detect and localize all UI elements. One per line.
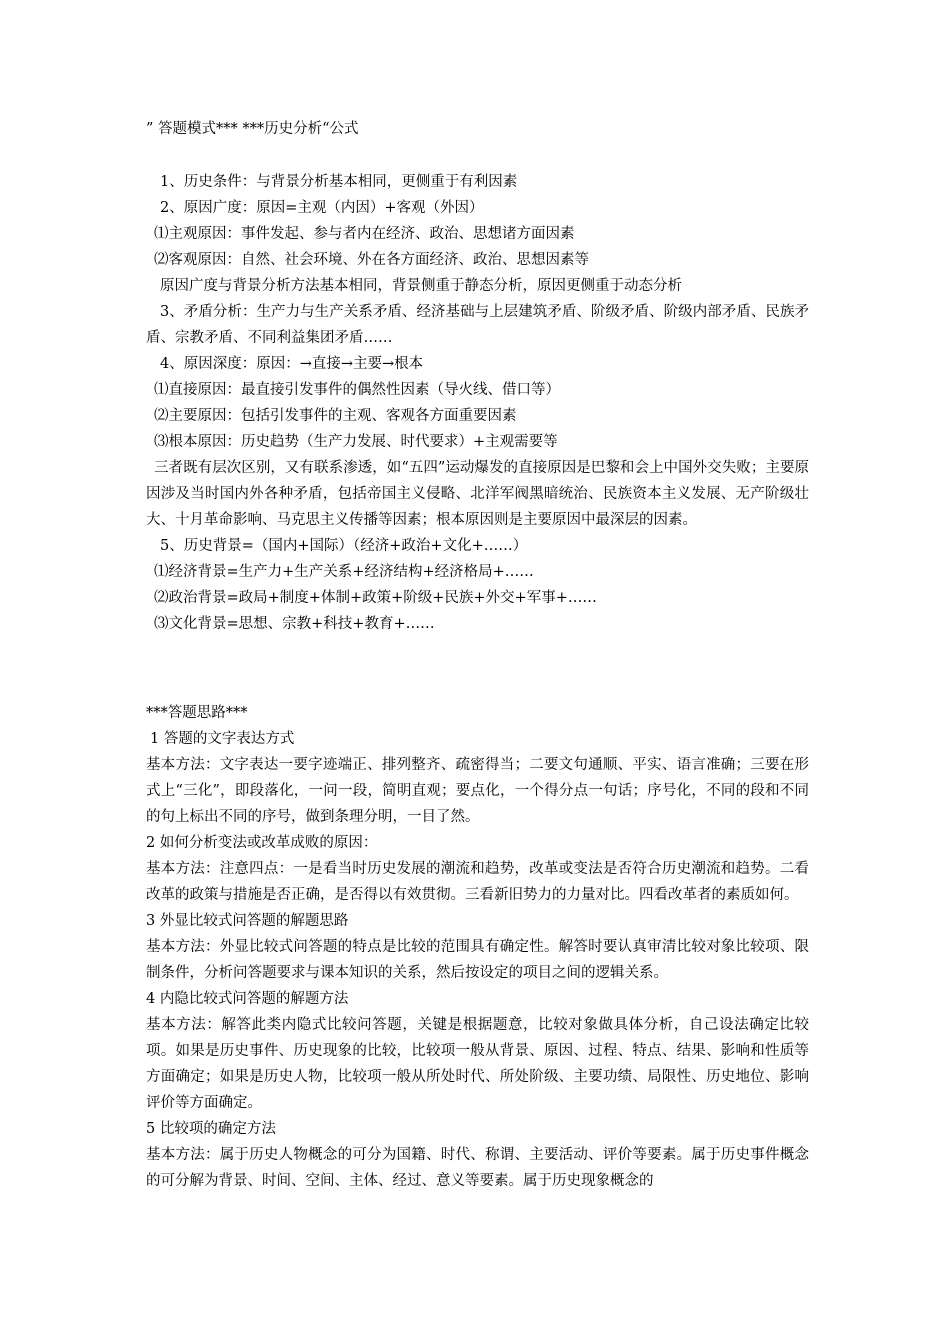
formula-item: 5、历史背景=（国内+国际）（经济+政治+文化+……） [160, 538, 528, 554]
formula-item: ⑶文化背景=思想、宗教+科技+教育+…… [154, 616, 435, 632]
formula-item: 2、原因广度：原因=主观（内因）+客观（外因） [160, 200, 484, 216]
formula-item: 三者既有层次区别，又有联系渗透，如“五四”运动爆发的直接原因是巴黎和会上中国外交失败；主要原因涉及当时国内外各种矛盾，包括帝国主义侵略、北洋军阀黑暗统治、民族资本主义发展、无产阶级壮大、十月革命影响、马克思主义传播等因素；根本原因则是主要原因中最深层的因素。 [146, 460, 809, 528]
approach-subheading: 5 比较项的确定方法 [146, 1121, 276, 1137]
approach-paragraph: 基本方法：属于历史人物概念的可分为国籍、时代、称谓、主要活动、评价等要素。属于历史事件概念的可分解为背景、时间、空间、主体、经过、意义等要素。属于历史现象概念的 [146, 1147, 809, 1189]
approach-subheading: 4 内隐比较式问答题的解题方法 [146, 991, 349, 1007]
formula-item: ⑶根本原因：历史趋势（生产力发展、时代要求）+主观需要等 [154, 434, 558, 450]
approach-paragraph: 基本方法：注意四点：一是看当时历史发展的潮流和趋势，改革或变法是否符合历史潮流和趋势。二看改革的政策与措施是否正确，是否得以有效贯彻。三看新旧势力的力量对比。四看改革者的素质如何。 [146, 861, 809, 903]
formula-item: ⑴主观原因：事件发起、参与者内在经济、政治、思想诸方面因素 [154, 226, 575, 242]
formula-section [146, 169, 809, 637]
approach-subheading: 3 外显比较式问答题的解题思路 [146, 913, 349, 929]
formula-item: ⑵主要原因：包括引发事件的主观、客观各方面重要因素 [154, 408, 517, 424]
approach-paragraph: 基本方法：外显比较式问答题的特点是比较的范围具有确定性。解答时要认真审清比较对象比较项、限制条件，分析问答题要求与课本知识的关系，然后按设定的项目之间的逻辑关系。 [146, 939, 809, 981]
approach-subheading: 2 如何分析变法或改革成败的原因： [146, 835, 378, 851]
section-heading: ***答题思路*** [146, 705, 248, 721]
approach-paragraph: 基本方法：解答此类内隐式比较问答题，关键是根据题意，比较对象做具体分析，自己设法确定比较项。如果是历史事件、历史现象的比较，比较项一般从背景、原因、过程、特点、结果、影响和性质等方面确定；如果是历史人物，比较项一般从所处时代、所处阶级、主要功绩、局限性、历史地位、影响评价等方面确定。 [146, 1017, 809, 1111]
formula-item: 4、原因深度：原因：→直接→主要→根本 [160, 356, 424, 372]
formula-item: ⑴直接原因：最直接引发事件的偶然性因素（导火线、借口等） [154, 382, 560, 398]
formula-item: ⑴经济背景=生产力+生产关系+经济结构+经济格局+…… [154, 564, 534, 580]
formula-item: ⑵政治背景=政局+制度+体制+政策+阶级+民族+外交+军事+…… [154, 590, 597, 606]
formula-item: 3、矛盾分析：生产力与生产关系矛盾、经济基础与上层建筑矛盾、阶级矛盾、阶级内部矛盾、民族矛盾、宗教矛盾、不同利益集团矛盾…… [146, 304, 809, 346]
approach-subheading: 1 答题的文字表达方式 [150, 731, 295, 747]
approach-section [146, 700, 809, 1194]
approach-paragraph: 基本方法：文字表达一要字迹端正、排列整齐、疏密得当；二要文句通顺、平实、语言准确；三要在形式上“三化”，即段落化，一问一段，简明直观；要点化，一个得分点一句话；序号化，不同的段和不同的句上标出不同的序号，做到条理分明，一目了然。 [146, 757, 809, 825]
page-title: ” 答题模式*** ***历史分析“公式 [146, 121, 359, 137]
formula-item: 原因广度与背景分析方法基本相同，背景侧重于静态分析，原因更侧重于动态分析 [160, 278, 682, 294]
formula-item: 1、历史条件：与背景分析基本相同，更侧重于有利因素 [160, 174, 518, 190]
formula-item: ⑵客观原因：自然、社会环境、外在各方面经济、政治、思想因素等 [154, 252, 589, 268]
